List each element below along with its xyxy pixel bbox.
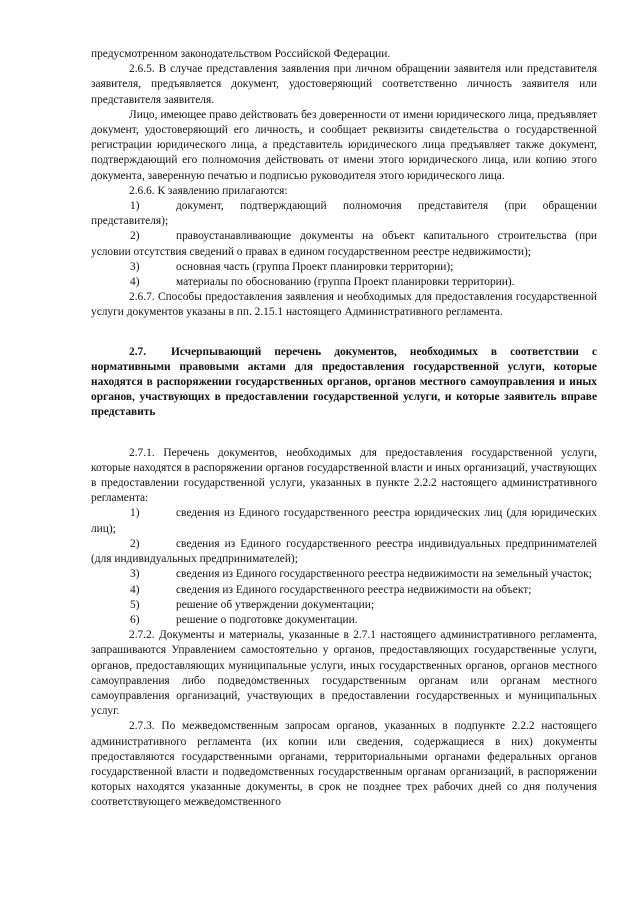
- list-item-text: сведения из Единого государственного реестра юридических лиц (для юридических лиц);: [91, 507, 597, 535]
- document-body: [91, 47, 597, 811]
- list-item-number: 1): [130, 200, 140, 213]
- list-item: [91, 229, 597, 259]
- paragraph-2-6-6: 2.6.6. К заявлению прилагаются:: [129, 184, 288, 197]
- list-item-text: правоустанавливающие документы на объект капитального строительства (при условии отсутствия сведений о правах в едином государственном реестре недвижимости);: [91, 230, 597, 258]
- list-item-text: сведения из Единого государственного реестра индивидуальных предпринимателей (для индивидуальных предпринимателей);: [91, 537, 597, 566]
- list-item-text: основная часть (группа Проект планировки территории);: [176, 260, 454, 273]
- list-item-text: решение об утверждении документации;: [176, 598, 374, 611]
- section-heading-2-7: [91, 345, 597, 421]
- list-item: [91, 506, 597, 536]
- list-item: [91, 598, 597, 613]
- list-item-text: сведения из Единого государственного реестра недвижимости на земельный участок;: [176, 568, 592, 581]
- list-item-text: сведения из Единого государственного реестра недвижимости на объект;: [176, 583, 532, 596]
- list-item-text: материалы по обоснованию (группа Проект планировки территории).: [176, 276, 515, 289]
- paragraph-2-7-2: 2.7.2. Документы и материалы, указанные в 2.7.1 настоящего административного регламента, запрашиваются Управлением самостоятельно у органов, предоставляющих государственные услуги, органов, предоставляющих муниципальные услуги, иных государственных органов, органов местного самоуправления либо подведомственных государственным органам или органам местного самоуправления организаций, участвующих в предоставлении государственных и муниципальных услуг.: [91, 629, 597, 718]
- list-item: [91, 275, 597, 290]
- list-item-number: 3): [130, 260, 140, 273]
- list-item-number: 2): [130, 230, 140, 243]
- section-number: 2.7.: [129, 345, 147, 358]
- paragraph-legal-entity: Лицо, имеющее право действовать без доверенности от имени юридического лица, предъявляет документ, удостоверяющий его личность, и сообщает реквизиты свидетельства о государственной регистрации юридического лица, а представитель юридического лица предъявляет также документ, подтверждающий его полномочия действовать от имени этого юридического лица, или копию этого документа, заверенную печатью и подписью руководителя этого юридического лица.: [91, 108, 597, 182]
- list-item: [91, 613, 597, 628]
- paragraph: предусмотренном законодательством Российской Федерации.: [91, 48, 391, 60]
- list-item: [91, 260, 597, 275]
- list-item-number: 3): [130, 568, 140, 581]
- list-item-text: документ, подтверждающий полномочия представителя (при обращении представителя);: [91, 200, 597, 228]
- paragraph-2-6-7: 2.6.7. Способы предоставления заявления и необходимых для предоставления государственной услуги документов указаны в пп. 2.15.1 настоящего Административного регламента.: [91, 291, 597, 319]
- list-item-number: 6): [130, 613, 140, 626]
- list-item-number: 1): [130, 507, 140, 520]
- list-item-number: 5): [130, 598, 140, 611]
- list-item: [91, 567, 597, 582]
- list-item-number: 2): [130, 537, 140, 550]
- list-item-text: решение о подготовке документации.: [176, 613, 358, 626]
- paragraph-2-7-3: 2.7.3. По межведомственным запросам органов, указанных в подпункте 2.2.2 настоящего административного регламента (их копии или сведения, содержащиеся в них) документы предоставляются государственными органами, территориальными органами федеральных органов государственной власти и подведомственных государственным органам организаций, в распоряжении которых находятся указанные документы, в срок не позднее трех рабочих дней со дня получения соответствующего межведомственного: [91, 720, 597, 809]
- list-item: [91, 199, 597, 229]
- section-title: Исчерпывающий перечень документов, необходимых в соответствии с нормативными правовыми актами для предоставления государственной услуги, которые находятся в распоряжении государственных органов, органов местного самоуправления и иных органов, участвующих в предоставлении государственной услуги, и которые заявитель вправе представить: [91, 345, 597, 419]
- list-item-number: 4): [130, 583, 140, 596]
- paragraph-2-6-5: 2.6.5. В случае представления заявления при личном обращении заявителя или представителя заявителя, предъявляется документ, удостоверяющий соответственно личность заявителя или представителя заявителя.: [91, 63, 597, 106]
- list-item: [91, 537, 597, 567]
- paragraph-2-7-1: 2.7.1. Перечень документов, необходимых для предоставления государственной услуги, которые находятся в распоряжении органов государственной власти и иных организаций, участвующих в предоставлении государственной услуги, указанных в пункте 2.2.2 настоящего административного регламента:: [91, 446, 597, 505]
- list-item: [91, 583, 597, 598]
- list-item-number: 4): [130, 276, 140, 289]
